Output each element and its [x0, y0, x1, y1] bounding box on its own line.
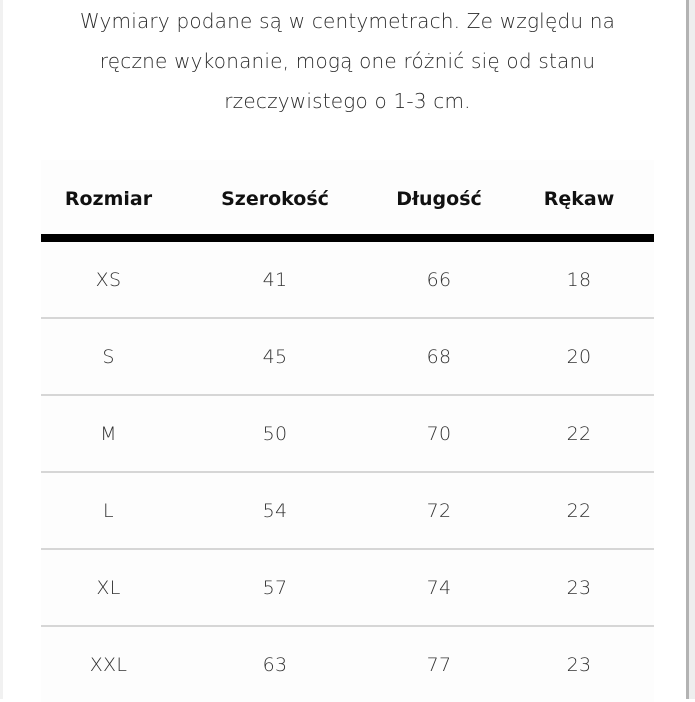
cell-size: XL: [96, 576, 121, 599]
cell-size: L: [103, 499, 114, 522]
cell-sleeve: 20: [566, 345, 592, 368]
table-row: [41, 242, 654, 319]
cell-sleeve: 23: [566, 576, 592, 599]
page-edge-left: [0, 0, 3, 699]
table-row: [41, 473, 654, 550]
header-sleeve: Rękaw: [543, 188, 615, 210]
cell-width: 54: [262, 499, 288, 522]
cell-sleeve: 23: [566, 653, 592, 676]
table-row: [41, 550, 654, 627]
cell-length: 77: [426, 653, 452, 676]
cell-length: 66: [426, 268, 452, 291]
cell-width: 57: [262, 576, 288, 599]
size-note-line-1: Wymiary podane są w centymetrach. Ze względu na: [79, 9, 616, 33]
size-note: [40, 0, 655, 121]
cell-length: 72: [426, 499, 452, 522]
size-chart-table: [41, 160, 654, 702]
header-size: Rozmiar: [64, 188, 153, 210]
header-length: Długość: [396, 188, 482, 210]
cell-size: S: [102, 345, 115, 368]
cell-sleeve: 22: [566, 422, 592, 445]
header-width: Szerokość: [221, 188, 329, 210]
cell-sleeve: 22: [566, 499, 592, 522]
cell-width: 63: [262, 653, 288, 676]
table-row: [41, 319, 654, 396]
size-note-line-3: rzeczywistego o 1-3 cm.: [224, 89, 471, 113]
cell-length: 68: [426, 345, 452, 368]
table-header-row: [41, 160, 654, 234]
cell-width: 50: [262, 422, 288, 445]
cell-size: M: [100, 422, 117, 445]
size-note-line-2: ręczne wykonanie, mogą one różnić się od stanu: [99, 49, 596, 73]
cell-width: 41: [262, 268, 288, 291]
cell-length: 74: [426, 576, 452, 599]
page-edge-right: [689, 0, 695, 699]
header-divider: [41, 234, 654, 242]
cell-width: 45: [262, 345, 288, 368]
table-row: [41, 627, 654, 702]
cell-size: XS: [95, 268, 122, 291]
cell-length: 70: [426, 422, 452, 445]
cell-sleeve: 18: [566, 268, 592, 291]
table-row: [41, 396, 654, 473]
cell-size: XXL: [89, 653, 128, 676]
